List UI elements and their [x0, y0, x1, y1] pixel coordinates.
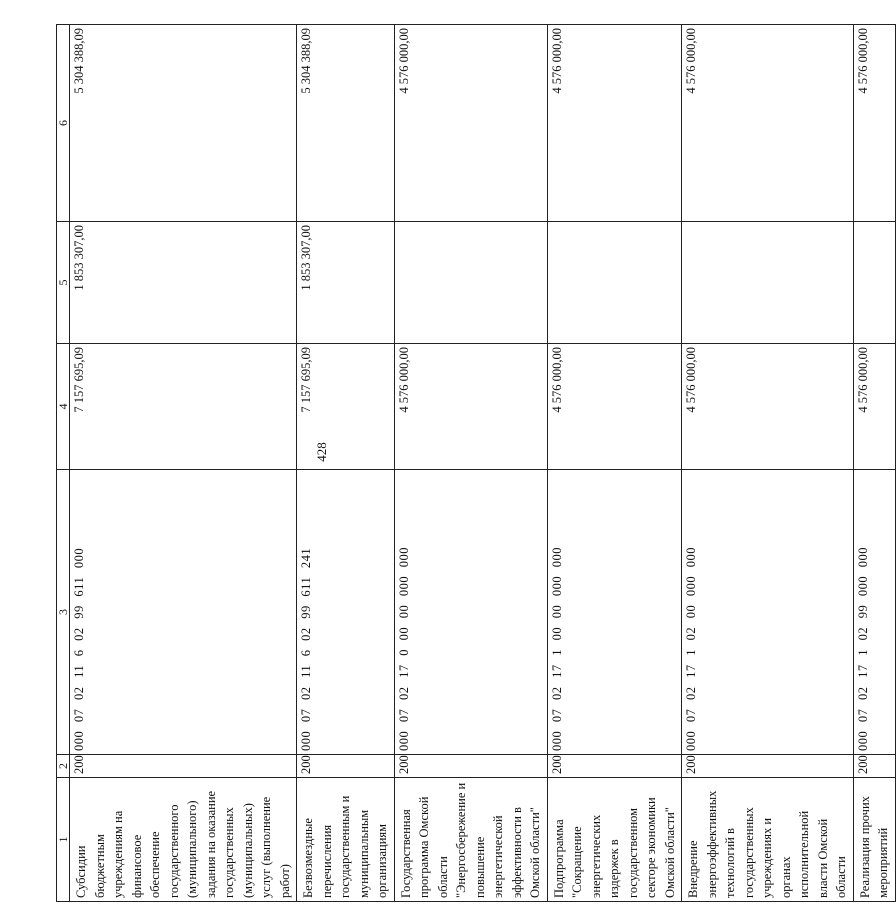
row-value-6: 4 576 000,00: [853, 25, 895, 222]
row-name: Внедрение энергоэффективных технологий в государственных учреждениях и органах исполнительной власти Омской области: [682, 778, 854, 902]
page-number: 428: [314, 442, 329, 462]
row-value-5: [547, 222, 682, 344]
table-row: [682, 25, 854, 902]
header-row: [57, 25, 70, 902]
column-header: 4: [57, 344, 70, 470]
row-value-6: 4 576 000,00: [547, 25, 682, 222]
column-header: 5: [57, 222, 70, 344]
row-value-4: 7 157 695,09: [297, 344, 395, 470]
row-value-6: 5 304 388,09: [70, 25, 297, 222]
row-value-5: [394, 222, 547, 344]
row-admin-code: 200: [853, 755, 895, 778]
column-header: 1: [57, 778, 70, 902]
row-name: Государственная программа Омской области "Энергосбережение и повышение энергетической эффективности в Омской области": [394, 778, 547, 902]
row-value-4: 4 576 000,00: [394, 344, 547, 470]
row-value-6: 4 576 000,00: [682, 25, 854, 222]
table-row: [297, 25, 395, 902]
row-admin-code: 200: [297, 755, 395, 778]
row-name: Безвозмездные перечисления государственным и муниципальным организациям: [297, 778, 395, 902]
table-row: [853, 25, 895, 902]
row-budget-code: 000 07 02 17 0 00 00 000 000: [394, 470, 547, 755]
row-value-5: 1 853 307,00: [70, 222, 297, 344]
row-name: Субсидии бюджетным учреждениям на финансовое обеспечение государственного (муниципального) задания на оказание государственных (муниципальных) услуг (выполнение работ): [70, 778, 297, 902]
row-admin-code: 200: [394, 755, 547, 778]
table-row: [70, 25, 297, 902]
row-admin-code: 200: [547, 755, 682, 778]
budget-table: [56, 24, 896, 902]
column-header: 6: [57, 25, 70, 222]
row-value-4: 4 576 000,00: [853, 344, 895, 470]
row-value-6: 4 576 000,00: [394, 25, 547, 222]
row-value-6: 5 304 388,09: [297, 25, 395, 222]
row-value-4: 7 157 695,09: [70, 344, 297, 470]
row-budget-code: 000 07 02 17 1 02 00 000 000: [682, 470, 854, 755]
row-name: Реализация прочих мероприятий: [853, 778, 895, 902]
row-budget-code: 000 07 02 17 1 00 00 000 000: [547, 470, 682, 755]
row-value-4: 4 576 000,00: [682, 344, 854, 470]
row-admin-code: 200: [682, 755, 854, 778]
row-value-5: [682, 222, 854, 344]
row-name: Подпрограмма "Сокращение энергетических издержек в государственном секторе экономики Омской области": [547, 778, 682, 902]
column-header: 2: [57, 755, 70, 778]
table-row: [547, 25, 682, 902]
row-budget-code: 000 07 02 11 6 02 99 611 000: [70, 470, 297, 755]
row-value-5: [853, 222, 895, 344]
table-row: [394, 25, 547, 902]
row-value-4: 4 576 000,00: [547, 344, 682, 470]
row-admin-code: 200: [70, 755, 297, 778]
rotated-table-container: [56, 25, 890, 902]
row-value-5: 1 853 307,00: [297, 222, 395, 344]
column-header: 3: [57, 470, 70, 755]
row-budget-code: 000 07 02 11 6 02 99 611 241: [297, 470, 395, 755]
row-budget-code: 000 07 02 17 1 02 99 000 000: [853, 470, 895, 755]
